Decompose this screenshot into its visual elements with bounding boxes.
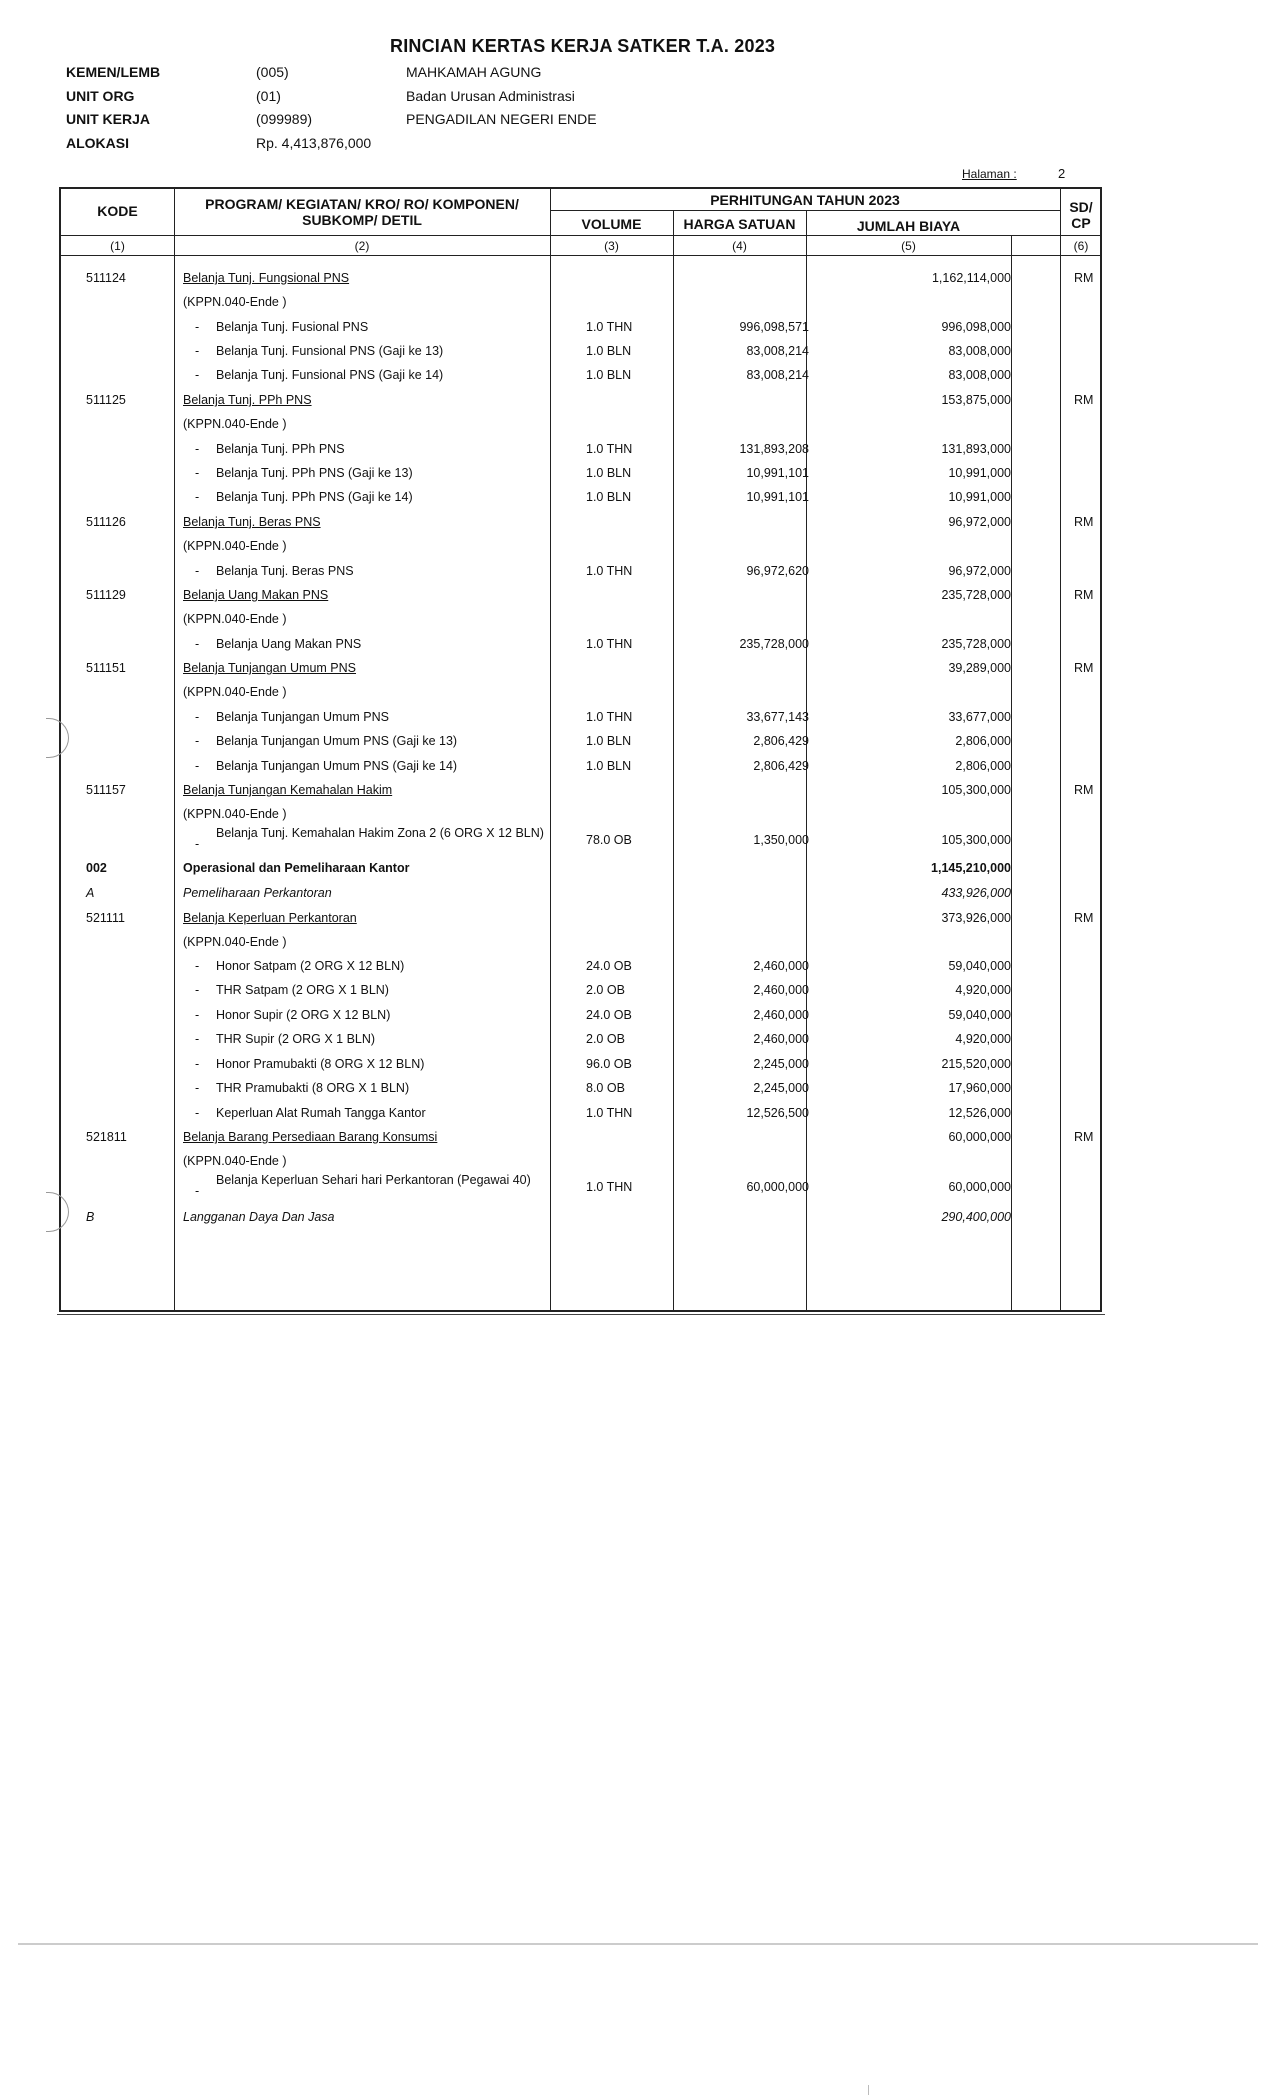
column-number: (3) bbox=[604, 239, 619, 253]
detail-label: Belanja Tunj. Funsional PNS (Gaji ke 13) bbox=[216, 344, 444, 358]
column-number: (6) bbox=[1073, 239, 1089, 253]
column-number: (5) bbox=[901, 239, 916, 253]
jumlah-biaya-cell: 60,000,000 bbox=[948, 1180, 1011, 1194]
akun-label: Belanja Tunjangan Umum PNS bbox=[183, 661, 357, 675]
detail-bullet: - bbox=[195, 959, 200, 973]
row-kode: A bbox=[86, 886, 95, 900]
detail-bullet: - bbox=[195, 1184, 200, 1198]
volume-cell: 1.0 THN bbox=[586, 1180, 633, 1194]
akun-label: Belanja Tunjangan Kemahalan Hakim bbox=[183, 783, 393, 797]
volume-cell: 1.0 THN bbox=[586, 320, 633, 334]
jumlah-biaya-cell: 12,526,000 bbox=[948, 1106, 1011, 1120]
page-number-value: 2 bbox=[1058, 166, 1066, 181]
jumlah-biaya-cell: 996,098,000 bbox=[941, 320, 1011, 334]
volume-cell: 24.0 OB bbox=[586, 959, 632, 973]
header-name: PENGADILAN NEGERI ENDE bbox=[406, 111, 597, 127]
harga-satuan-cell: 2,806,429 bbox=[753, 759, 809, 773]
harga-satuan-cell: 96,972,620 bbox=[746, 564, 809, 578]
harga-satuan-cell: 12,526,500 bbox=[746, 1106, 809, 1120]
sdcp-cell: RM bbox=[1074, 911, 1094, 925]
row-kode: B bbox=[86, 1210, 95, 1224]
jumlah-biaya-cell: 1,145,210,000 bbox=[931, 861, 1011, 875]
volume-cell: 2.0 OB bbox=[586, 1032, 625, 1046]
header-name: MAHKAMAH AGUNG bbox=[406, 64, 542, 80]
column-number: (1) bbox=[110, 239, 125, 253]
volume-cell: 96.0 OB bbox=[586, 1057, 632, 1071]
detail-label: Belanja Tunjangan Umum PNS (Gaji ke 13) bbox=[216, 734, 458, 748]
harga-satuan-cell: 1,350,000 bbox=[753, 833, 809, 847]
harga-satuan-cell: 2,460,000 bbox=[753, 1008, 809, 1022]
jumlah-biaya-cell: 290,400,000 bbox=[941, 1210, 1011, 1224]
jumlah-biaya-cell: 1,162,114,000 bbox=[931, 271, 1011, 285]
sdcp-cell: RM bbox=[1074, 515, 1094, 529]
volume-cell: 24.0 OB bbox=[586, 1008, 632, 1022]
sdcp-header-line2: CP bbox=[1071, 215, 1091, 231]
scan-edge-line bbox=[18, 1943, 1258, 1945]
detail-label: THR Supir (2 ORG X 1 BLN) bbox=[216, 1032, 376, 1046]
detail-bullet: - bbox=[195, 1008, 200, 1022]
table-bottom-rule bbox=[57, 1314, 1105, 1315]
jumlah-biaya-cell: 235,728,000 bbox=[941, 637, 1011, 651]
subkomponen-label: Langganan Daya Dan Jasa bbox=[183, 1210, 335, 1224]
jumlah-biaya-cell: 59,040,000 bbox=[948, 1008, 1011, 1022]
sdcp-header-line1: SD/ bbox=[1069, 199, 1093, 215]
header-divider bbox=[61, 235, 1102, 236]
jumlah-biaya-cell: 105,300,000 bbox=[941, 783, 1011, 797]
sdcp-cell: RM bbox=[1074, 1130, 1094, 1144]
harga-satuan-cell: 2,460,000 bbox=[753, 959, 809, 973]
detail-bullet: - bbox=[195, 344, 200, 358]
detail-bullet: - bbox=[195, 983, 200, 997]
volume-cell: 2.0 OB bbox=[586, 983, 625, 997]
harga-satuan-cell: 2,460,000 bbox=[753, 983, 809, 997]
jumlah-biaya-cell: 433,926,000 bbox=[941, 886, 1011, 900]
sdcp-cell: RM bbox=[1074, 783, 1094, 797]
volume-cell: 1.0 BLN bbox=[586, 344, 632, 358]
akun-label: Belanja Keperluan Perkantoran bbox=[183, 911, 357, 925]
detail-bullet: - bbox=[195, 759, 200, 773]
detail-label: Belanja Tunj. Fusional PNS bbox=[216, 320, 369, 334]
detail-bullet: - bbox=[195, 1032, 200, 1046]
header-code: (01) bbox=[256, 87, 281, 104]
jumlah-biaya-cell: 4,920,000 bbox=[955, 983, 1011, 997]
sdcp-cell: RM bbox=[1074, 588, 1094, 602]
detail-bullet: - bbox=[195, 368, 200, 382]
volume-cell: 1.0 BLN bbox=[586, 759, 632, 773]
perhitungan-header: PERHITUNGAN TAHUN 2023 bbox=[710, 192, 900, 208]
jumlah-biaya-cell: 17,960,000 bbox=[948, 1081, 1011, 1095]
harga-header: HARGA SATUAN bbox=[683, 216, 796, 232]
volume-cell: 1.0 THN bbox=[586, 1106, 633, 1120]
harga-satuan-cell: 2,245,000 bbox=[753, 1057, 809, 1071]
kppn-label: (KPPN.040-Ende ) bbox=[183, 685, 287, 699]
harga-satuan-cell: 2,245,000 bbox=[753, 1081, 809, 1095]
header-name: Badan Urusan Administrasi bbox=[406, 87, 575, 104]
detail-bullet: - bbox=[195, 637, 200, 651]
volume-cell: 1.0 THN bbox=[586, 442, 633, 456]
jumlah-biaya-cell: 215,520,000 bbox=[941, 1057, 1011, 1071]
akun-label: Belanja Uang Makan PNS bbox=[183, 588, 329, 602]
akun-label: Belanja Tunj. PPh PNS bbox=[183, 393, 312, 407]
volume-cell: 1.0 BLN bbox=[586, 368, 632, 382]
detail-bullet: - bbox=[195, 466, 200, 480]
volume-cell: 1.0 BLN bbox=[586, 490, 632, 504]
jumlah-biaya-cell: 373,926,000 bbox=[941, 911, 1011, 925]
jumlah-biaya-cell: 153,875,000 bbox=[941, 393, 1011, 407]
sdcp-cell: RM bbox=[1074, 271, 1094, 285]
detail-bullet: - bbox=[195, 442, 200, 456]
jumlah-biaya-cell: 59,040,000 bbox=[948, 959, 1011, 973]
detail-label: Belanja Tunj. Beras PNS bbox=[216, 564, 354, 578]
row-kode: 511126 bbox=[86, 515, 126, 529]
jumlah-biaya-cell: 2,806,000 bbox=[955, 734, 1011, 748]
kppn-label: (KPPN.040-Ende ) bbox=[183, 539, 287, 553]
row-kode: 511125 bbox=[86, 393, 126, 407]
volume-cell: 8.0 OB bbox=[586, 1081, 625, 1095]
harga-satuan-cell: 131,893,208 bbox=[739, 442, 809, 456]
header-label: ALOKASI bbox=[66, 134, 129, 151]
jumlah-header: JUMLAH BIAYA bbox=[856, 218, 961, 234]
kppn-label: (KPPN.040-Ende ) bbox=[183, 1154, 287, 1168]
akun-label: Belanja Tunj. Beras PNS bbox=[183, 515, 321, 529]
column-divider bbox=[550, 189, 551, 1310]
jumlah-biaya-cell: 105,300,000 bbox=[941, 833, 1011, 847]
detail-label: THR Pramubakti (8 ORG X 1 BLN) bbox=[216, 1081, 410, 1095]
column-divider bbox=[1060, 189, 1061, 1310]
detail-bullet: - bbox=[195, 1081, 200, 1095]
detail-label: Belanja Tunjangan Umum PNS (Gaji ke 14) bbox=[216, 759, 458, 773]
row-kode: 511157 bbox=[86, 783, 126, 797]
harga-satuan-cell: 2,806,429 bbox=[753, 734, 809, 748]
column-divider bbox=[174, 189, 175, 1310]
detail-label: THR Satpam (2 ORG X 1 BLN) bbox=[216, 983, 389, 997]
detail-label: Honor Satpam (2 ORG X 12 BLN) bbox=[216, 959, 405, 973]
sdcp-cell: RM bbox=[1074, 661, 1094, 675]
page-number bbox=[962, 166, 1065, 181]
kode-header: KODE bbox=[97, 203, 138, 219]
jumlah-biaya-cell: 4,920,000 bbox=[955, 1032, 1011, 1046]
kppn-label: (KPPN.040-Ende ) bbox=[183, 295, 287, 309]
jumlah-biaya-cell: 96,972,000 bbox=[948, 515, 1011, 529]
harga-satuan-cell: 996,098,571 bbox=[739, 320, 809, 334]
sdcp-cell: RM bbox=[1074, 393, 1094, 407]
detail-label: Belanja Tunj. Funsional PNS (Gaji ke 14) bbox=[216, 368, 444, 382]
kppn-label: (KPPN.040-Ende ) bbox=[183, 935, 287, 949]
jumlah-biaya-cell: 60,000,000 bbox=[948, 1130, 1011, 1144]
volume-cell: 1.0 BLN bbox=[586, 466, 632, 480]
header-divider bbox=[550, 210, 1060, 211]
jumlah-biaya-cell: 33,677,000 bbox=[948, 710, 1011, 724]
volume-cell: 1.0 THN bbox=[586, 637, 633, 651]
detail-bullet: - bbox=[195, 490, 200, 504]
harga-satuan-cell: 10,991,101 bbox=[746, 466, 809, 480]
program-header-line2: SUBKOMP/ DETIL bbox=[302, 212, 422, 228]
kppn-label: (KPPN.040-Ende ) bbox=[183, 807, 287, 821]
header-label: KEMEN/LEMB bbox=[66, 64, 161, 80]
detail-label: Belanja Keperluan Sehari hari Perkantoran (Pegawai 40) bbox=[216, 1173, 531, 1187]
row-kode: 002 bbox=[86, 861, 107, 875]
header-code: (099989) bbox=[256, 111, 313, 127]
jumlah-biaya-cell: 39,289,000 bbox=[948, 661, 1011, 675]
jumlah-biaya-cell: 10,991,000 bbox=[948, 466, 1011, 480]
detail-bullet: - bbox=[195, 1057, 200, 1071]
harga-satuan-cell: 2,460,000 bbox=[753, 1032, 809, 1046]
row-kode: 511151 bbox=[86, 661, 126, 675]
jumlah-biaya-cell: 131,893,000 bbox=[941, 442, 1011, 456]
volume-cell: 78.0 OB bbox=[586, 833, 632, 847]
jumlah-biaya-cell: 83,008,000 bbox=[948, 344, 1011, 358]
harga-satuan-cell: 10,991,101 bbox=[746, 490, 809, 504]
detail-bullet: - bbox=[195, 734, 200, 748]
row-kode: 521111 bbox=[86, 911, 125, 925]
column-divider bbox=[673, 210, 674, 1310]
column-divider bbox=[1011, 235, 1012, 1310]
detail-label: Belanja Tunj. PPh PNS (Gaji ke 14) bbox=[216, 490, 413, 504]
detail-label: Belanja Uang Makan PNS bbox=[216, 637, 362, 651]
detail-label: Honor Supir (2 ORG X 12 BLN) bbox=[216, 1008, 391, 1022]
volume-cell: 1.0 BLN bbox=[586, 734, 632, 748]
detail-label: Belanja Tunj. PPh PNS bbox=[216, 442, 345, 456]
detail-label: Belanja Tunjangan Umum PNS bbox=[216, 710, 390, 724]
header-code: (005) bbox=[256, 64, 289, 80]
page-number-label: Halaman : bbox=[962, 167, 1017, 181]
detail-bullet: - bbox=[195, 710, 200, 724]
harga-satuan-cell: 235,728,000 bbox=[739, 637, 809, 651]
harga-satuan-cell: 83,008,214 bbox=[746, 368, 809, 382]
jumlah-biaya-cell: 235,728,000 bbox=[941, 588, 1011, 602]
harga-satuan-cell: 83,008,214 bbox=[746, 344, 809, 358]
header-label: UNIT ORG bbox=[66, 87, 135, 104]
scan-tick-mark bbox=[868, 2085, 869, 2095]
jumlah-biaya-cell: 83,008,000 bbox=[948, 368, 1011, 382]
detail-bullet: - bbox=[195, 320, 200, 334]
detail-label: Honor Pramubakti (8 ORG X 12 BLN) bbox=[216, 1057, 425, 1071]
jumlah-biaya-cell: 10,991,000 bbox=[948, 490, 1011, 504]
akun-label: Belanja Tunj. Fungsional PNS bbox=[183, 271, 350, 285]
detail-label: Belanja Tunj. PPh PNS (Gaji ke 13) bbox=[216, 466, 413, 480]
jumlah-biaya-cell: 96,972,000 bbox=[948, 564, 1011, 578]
volume-cell: 1.0 THN bbox=[586, 564, 633, 578]
header-label: UNIT KERJA bbox=[66, 111, 151, 127]
detail-bullet: - bbox=[195, 564, 200, 578]
row-kode: 511124 bbox=[86, 271, 126, 285]
row-kode: 521811 bbox=[86, 1130, 127, 1144]
column-number: (4) bbox=[732, 239, 747, 253]
detail-label: Keperluan Alat Rumah Tangga Kantor bbox=[216, 1106, 426, 1120]
akun-label: Belanja Barang Persediaan Barang Konsumsi bbox=[183, 1130, 438, 1144]
komponen-label: Operasional dan Pemeliharaan Kantor bbox=[183, 861, 410, 875]
volume-header: VOLUME bbox=[581, 216, 642, 232]
harga-satuan-cell: 33,677,143 bbox=[746, 710, 809, 724]
column-number: (2) bbox=[354, 239, 370, 253]
subkomponen-label: Pemeliharaan Perkantoran bbox=[183, 886, 332, 900]
jumlah-biaya-cell: 2,806,000 bbox=[955, 759, 1011, 773]
header-divider bbox=[61, 255, 1102, 256]
detail-label: Belanja Tunj. Kemahalan Hakim Zona 2 (6 ORG X 12 BLN) bbox=[216, 826, 544, 840]
harga-satuan-cell: 60,000,000 bbox=[746, 1180, 809, 1194]
detail-bullet: - bbox=[195, 1106, 200, 1120]
document-title: RINCIAN KERTAS KERJA SATKER T.A. 2023 bbox=[390, 36, 776, 56]
row-kode: 511129 bbox=[86, 588, 126, 602]
detail-bullet: - bbox=[195, 837, 200, 851]
volume-cell: 1.0 THN bbox=[586, 710, 633, 724]
kppn-label: (KPPN.040-Ende ) bbox=[183, 417, 287, 431]
program-header-line1: PROGRAM/ KEGIATAN/ KRO/ RO/ KOMPONEN/ bbox=[205, 196, 519, 212]
header-code: Rp. 4,413,876,000 bbox=[256, 134, 372, 151]
kppn-label: (KPPN.040-Ende ) bbox=[183, 612, 287, 626]
